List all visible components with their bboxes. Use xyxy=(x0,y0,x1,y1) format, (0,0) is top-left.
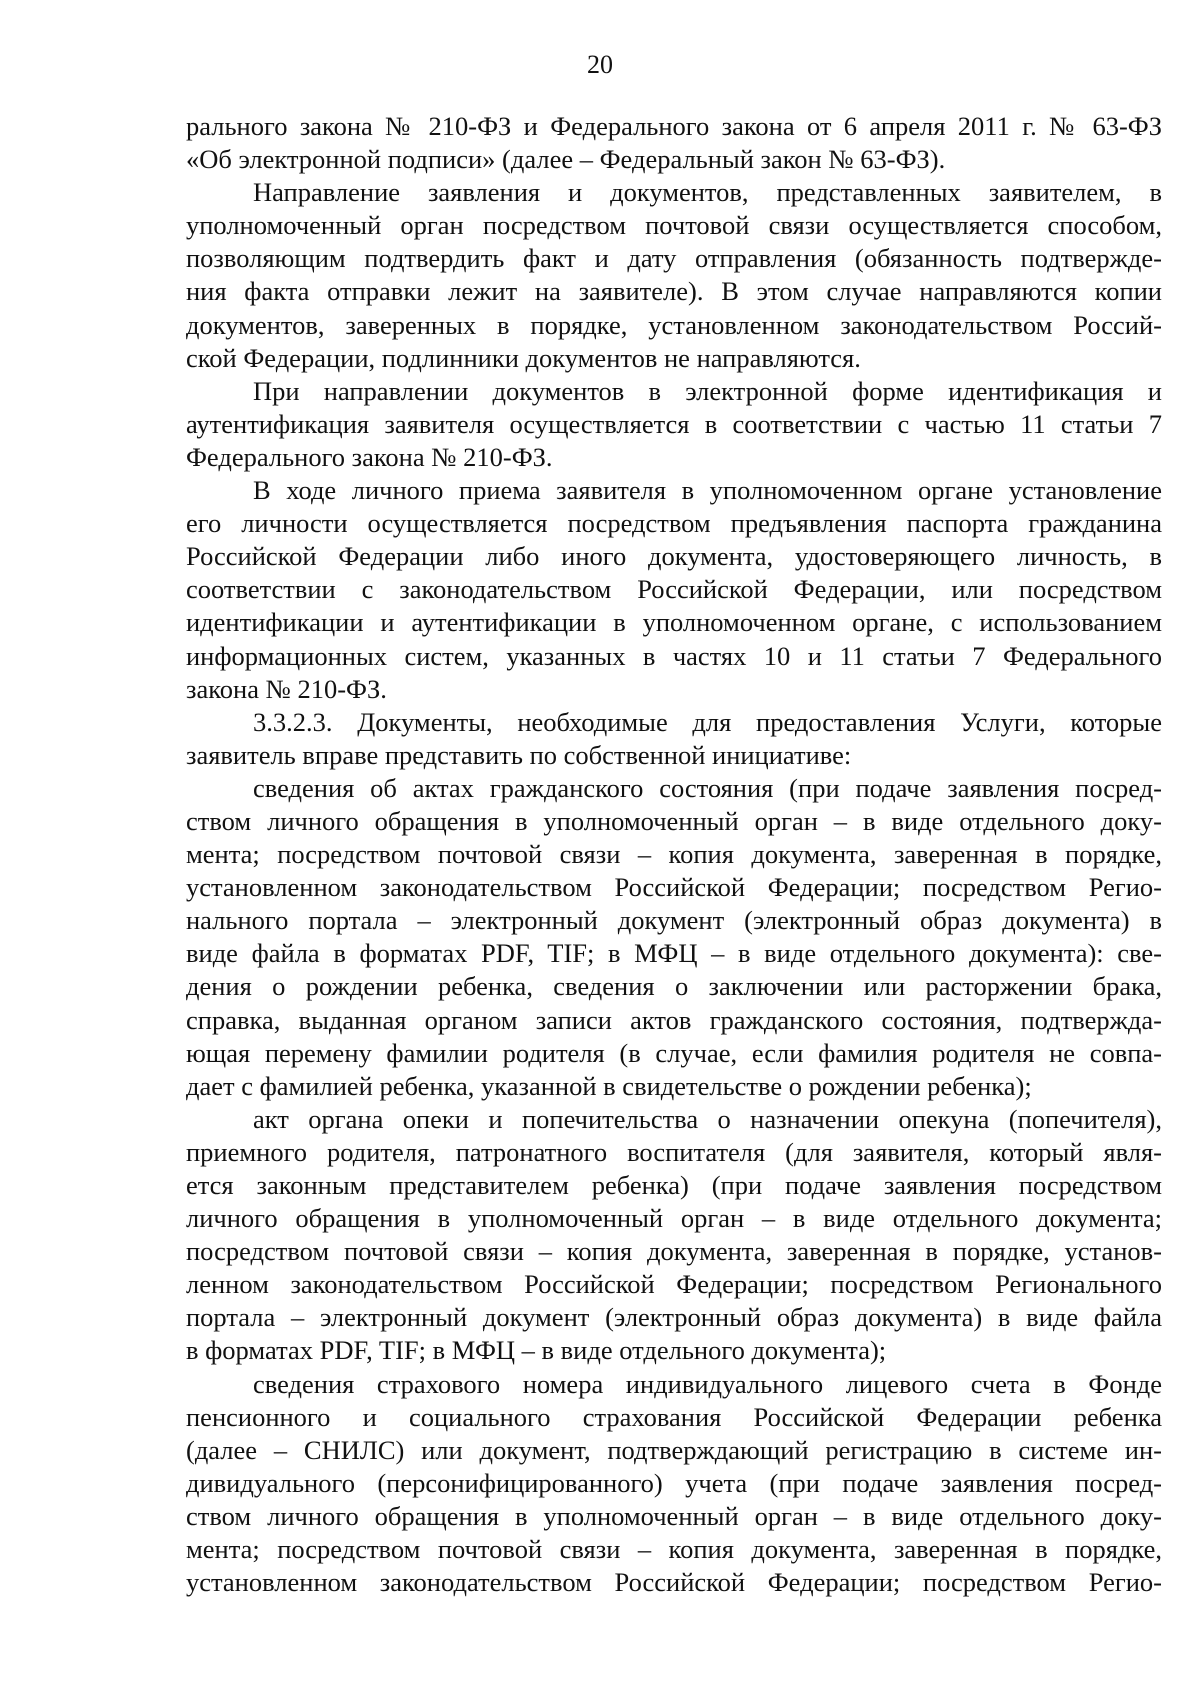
page-number: 20 xyxy=(587,50,613,79)
text-line: личного обращения в уполномоченный орган – в виде отдельного документа; xyxy=(186,1203,1162,1234)
text-line: уполномоченный орган посредством почтовой связи осуществляется способом, xyxy=(186,210,1162,241)
text-line: приемного родителя, патронатного воспитателя (для заявителя, который явля- xyxy=(186,1136,1162,1167)
text-line: мента; посредством почтовой связи – копия документа, заверенная в порядке, xyxy=(186,1534,1162,1565)
text-line: посредством почтовой связи – копия документа, заверенная в порядке, установ- xyxy=(186,1236,1162,1267)
text-line: дивидуального (персонифицированного) учета (при подаче заявления посред- xyxy=(186,1467,1162,1498)
text-line: сведения об актах гражданского состояния (при подаче заявления посред- xyxy=(253,772,1162,803)
text-line: идентификации и аутентификации в уполномоченном органе, с использованием xyxy=(186,607,1162,638)
text-line: При направлении документов в электронной форме идентификация и xyxy=(253,375,1162,406)
text-line: виде файла в форматах PDF, TIF; в МФЦ – в виде отдельного документа): све- xyxy=(186,938,1162,969)
text-line: заявитель вправе представить по собственной инициативе: xyxy=(186,739,852,770)
text-line: ством личного обращения в уполномоченный орган – в виде отдельного доку- xyxy=(186,1500,1162,1531)
text-line: ством личного обращения в уполномоченный орган – в виде отдельного доку- xyxy=(186,805,1162,836)
text-line: закона № 210-ФЗ. xyxy=(186,673,387,704)
text-line: Федерального закона № 210-ФЗ. xyxy=(186,441,553,472)
text-line: ется законным представителем ребенка) (при подаче заявления посредством xyxy=(186,1170,1162,1200)
text-line: аутентификация заявителя осуществляется в соответствии с частью 11 статьи 7 xyxy=(186,408,1162,439)
text-line: Направление заявления и документов, представленных заявителем, в xyxy=(253,177,1162,208)
text-line: сведения страхового номера индивидуального лицевого счета в Фонде xyxy=(253,1368,1162,1399)
text-line: ния факта отправки лежит на заявителе). В этом случае направляются копии xyxy=(186,276,1162,307)
text-line: документов, заверенных в порядке, установленном законодательством Россий- xyxy=(186,309,1162,340)
text-line: установленном законодательством Российской Федерации; посредством Регио- xyxy=(186,872,1162,903)
text-line: установленном законодательством Российской Федерации; посредством Регио- xyxy=(186,1567,1162,1598)
text-line: дает с фамилией ребенка, указанной в свидетельстве о рождении ребенка); xyxy=(186,1070,1032,1101)
text-line: позволяющим подтвердить факт и дату отправления (обязанность подтвержде- xyxy=(186,243,1162,274)
text-line: его личности осуществляется посредством предъявления паспорта гражданина xyxy=(186,508,1162,539)
text-line: акт органа опеки и попечительства о назначении опекуна (попечителя), xyxy=(253,1103,1162,1134)
text-line: «Об электронной подписи» (далее – Федеральный закон № 63-ФЗ). xyxy=(186,144,946,175)
text-line: в форматах PDF, TIF; в МФЦ – в виде отдельного документа); xyxy=(186,1335,887,1366)
text-line: дения о рождении ребенка, сведения о заключении или расторжении брака, xyxy=(186,971,1162,1002)
document-body xyxy=(186,110,1162,1599)
text-line: мента; посредством почтовой связи – копия документа, заверенная в порядке, xyxy=(186,839,1162,870)
text-line: портала – электронный документ (электронный образ документа) в виде файла xyxy=(186,1302,1162,1333)
text-line: справка, выданная органом записи актов гражданского состояния, подтвержда- xyxy=(186,1004,1162,1035)
text-line: Российской Федерации либо иного документа, удостоверяющего личность, в xyxy=(186,541,1162,572)
text-line: соответствии с законодательством Российской Федерации, или посредством xyxy=(186,574,1162,605)
text-line: нального портала – электронный документ (электронный образ документа) в xyxy=(186,905,1162,936)
text-line: ющая перемену фамилии родителя (в случае, если фамилия родителя не совпа- xyxy=(186,1037,1162,1068)
text-line: пенсионного и социального страхования Российской Федерации ребенка xyxy=(186,1401,1162,1432)
text-line: ленном законодательством Российской Федерации; посредством Регионального xyxy=(186,1269,1162,1300)
text-line: В ходе личного приема заявителя в уполномоченном органе установление xyxy=(253,475,1162,506)
text-line: информационных систем, указанных в частях 10 и 11 статьи 7 Федерального xyxy=(186,640,1162,671)
text-line: ской Федерации, подлинники документов не направляются. xyxy=(186,342,861,373)
text-line: рального закона № 210-ФЗ и Федерального закона от 6 апреля 2011 г. № 63-ФЗ xyxy=(186,111,1162,141)
text-line: (далее – СНИЛС) или документ, подтверждающий регистрацию в системе ин- xyxy=(186,1434,1162,1465)
text-line: 3.3.2.3. Документы, необходимые для предоставления Услуги, которые xyxy=(253,706,1162,737)
